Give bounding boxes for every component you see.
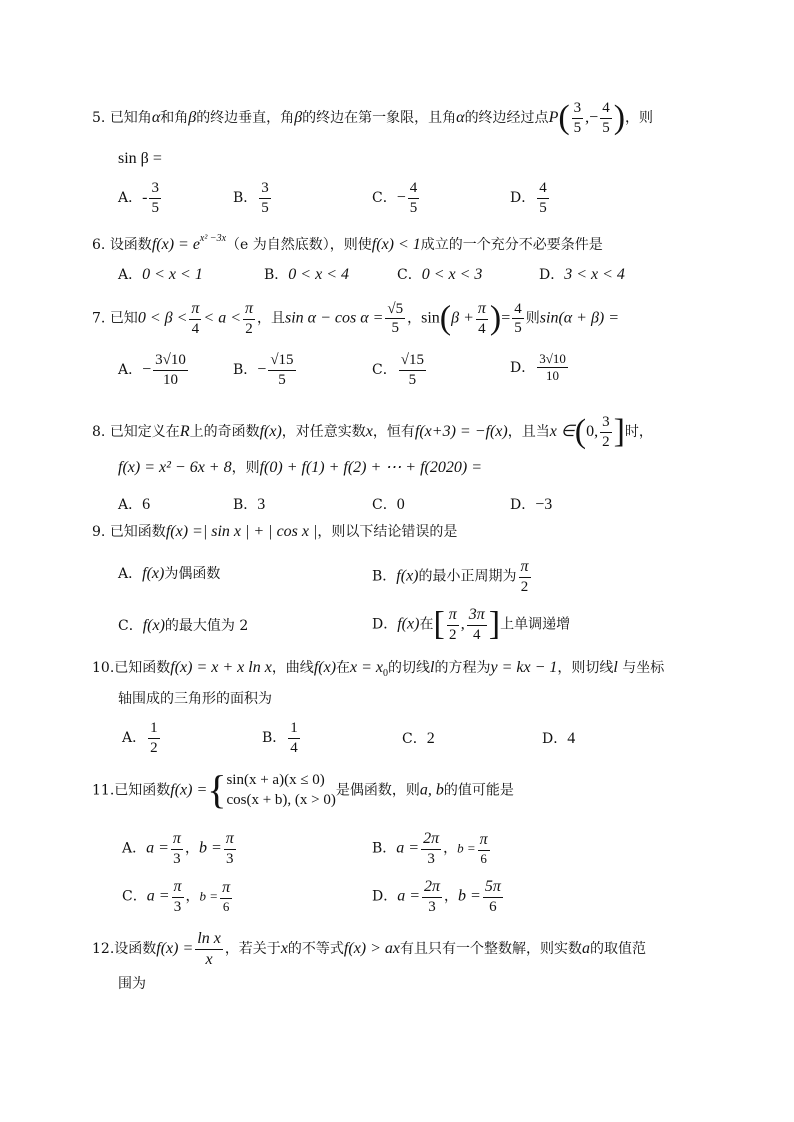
q7-option-a[interactable]: A．− $\frac{3√10}{10}$ (118, 352, 186, 388)
q9-option-b[interactable]: B．f(x)的最小正周期为 $\frac{\pi}{2}$ (372, 558, 529, 595)
q6-option-d[interactable]: D．3 < x < 4 (539, 266, 625, 283)
q5-ask: sin β = (118, 150, 162, 167)
q5-option-c[interactable]: C．− $\frac{4}{5}$ (372, 180, 418, 216)
q8-option-a[interactable]: A．6 (118, 496, 151, 513)
q8-option-c[interactable]: C．0 (372, 496, 405, 513)
q8-stem: 8. 已知定义在R上的奇函数f(x)，对任意实数x，恒有f(x+3) = −f(x)，且当x ∈(0, $\frac{3}{2}$ ]时， (92, 413, 653, 450)
q10-option-c[interactable]: C．2 (402, 730, 435, 747)
q10-option-a[interactable]: A． $\frac{1}{2}$ (122, 720, 158, 756)
q9-stem: 9. 已知函数f(x) =| sin x | + | cos x |，则以下结论错误的是 (92, 523, 458, 540)
q10-stem-line2: 轴围成的三角形的面积为 (118, 691, 272, 707)
q11-stem: 11.已知函数f(x) = { sin(x + a)(x ≤ 0) cos(x + b), (x > 0) 是偶函数，则a, b的值可能是 (92, 767, 514, 813)
q6-option-c[interactable]: C．0 < x < 3 (397, 266, 483, 283)
q12-stem: 12.设函数f(x) = $\frac{\text{ln x}}{x}$ ，若关于x的不等式f(x) > ax有且只有一个整数解，则实数a的取值范 (92, 930, 647, 968)
q11-option-b[interactable]: B．a = $\frac{2\pi}{3}$ ，b = $\frac{\pi}{6}$ (372, 830, 488, 867)
q7-stem: 7. 已知0 < β < $\frac{\pi}{4}$ < a < $\frac{\pi}{2}$ ，且sin α − cos α = $\frac{√5}{5}$ ，sin(β + $\frac{\pi}{4}$ )= $\frac{4}{5}$ 则sin(α + β) = (92, 299, 620, 337)
q6-stem: 6. 设函数$f(x) = e^{x^2 -3x}(e$ 为自然底数），则使f(x) < 1成立的一个充分不必要条件是 (92, 233, 603, 253)
q11-option-a[interactable]: A．a = $\frac{\pi}{3}$ ，b = $\frac{\pi}{3}$ (122, 830, 234, 867)
q11-option-c[interactable]: C．a = $\frac{\pi}{3}$ ，b = $\frac{\pi}{6}$ (122, 878, 231, 915)
q6-option-a[interactable]: A．0 < x < 1 (118, 266, 203, 283)
q8-definition: f(x) = x² − 6x + 8，则f(0) + f(1) + f(2) + ⋯ + f(2020) = (118, 459, 482, 476)
q5-option-b[interactable]: B． $\frac{3}{5}$ (233, 180, 269, 216)
q8-option-b[interactable]: B．3 (233, 496, 266, 513)
q5-option-d[interactable]: D． $\frac{4}{5}$ (510, 180, 547, 216)
q7-option-b[interactable]: B．− $\frac{√15}{5}$ (233, 352, 294, 388)
q9-option-c[interactable]: C．f(x)的最大值为 2 (118, 617, 249, 634)
q10-option-d[interactable]: D．4 (542, 730, 576, 747)
q7-option-c[interactable]: C． $\frac{√15}{5}$ (372, 352, 424, 388)
q12-stem-line2: 围为 (118, 976, 146, 992)
q10-option-b[interactable]: B． $\frac{1}{4}$ (262, 720, 298, 756)
q5-option-a[interactable]: A．- $\frac{3}{5}$ (118, 180, 159, 216)
q9-option-d[interactable]: D．f(x)在[ $\frac{\pi}{2}$ , $\frac{3\pi}{4}$ ]上单调递增 (372, 605, 571, 643)
q7-option-d[interactable]: D． $\frac{3√10}{10}$ (510, 351, 566, 384)
q5-stem: 5. 已知角α和角β的终边垂直，角β的终边在第一象限，且角α的终边经过点P( $\frac{3}{5}$ ,− $\frac{4}{5}$ )，则 (92, 99, 654, 136)
q11-option-d[interactable]: D．a = $\frac{2\pi}{3}$ ，b = $\frac{5\pi}{6}$ (372, 878, 501, 915)
q6-option-b[interactable]: B．0 < x < 4 (264, 266, 349, 283)
q10-stem: 10.已知函数f(x) = x + x ln x，曲线f(x)在$x = x_0$的切线l的方程为y = kx − 1，则切线l 与坐标 (92, 659, 665, 679)
q9-option-a[interactable]: A．f(x)为偶函数 (118, 565, 221, 582)
q8-option-d[interactable]: D．−3 (510, 496, 553, 513)
